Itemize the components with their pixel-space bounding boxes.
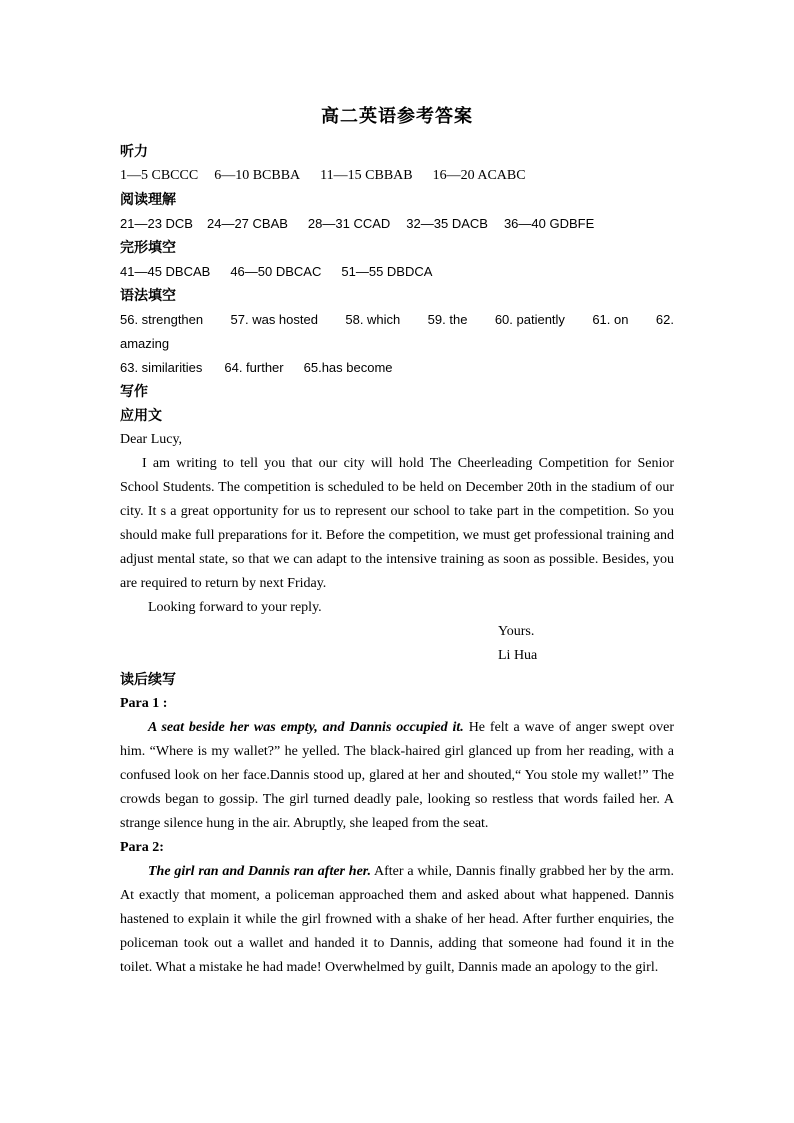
answer-group: 24—27 CBAB: [206, 216, 288, 231]
para1-opening: A seat beside her was empty, and Dannis occupied it.: [148, 720, 464, 735]
answer-group: 46—50 DBCAC: [230, 264, 322, 279]
reading-heading: 阅读理解: [120, 192, 176, 208]
grammar-answers-row1: [120, 308, 674, 332]
letter-sign-off: Yours.: [498, 624, 535, 639]
answer-group: 32—35 DACB: [406, 216, 488, 231]
answer-item: 63. similarities: [120, 360, 203, 375]
grammar-heading: 语法填空: [120, 288, 176, 304]
answer-item: 59. the: [427, 312, 468, 327]
listening-answers: [120, 164, 674, 188]
answer-item: 58. which: [345, 312, 401, 327]
letter-closing: Looking forward to your reply.: [148, 600, 322, 615]
answer-item: 57. was hosted: [230, 312, 318, 327]
para1-text: [120, 716, 674, 836]
para1-label: Para 1 :: [120, 696, 168, 711]
para2-text: [120, 860, 674, 980]
para1-body: He felt a wave of anger swept over him. “Where is my wallet?” he yelled. The black-haired girl glanced up from her reading, with a confused look on her face.Dannis stood up, glared at her and shouted,“ You stole my wallet!” The crowds began to gossip. The girl turned deadly pale, looking so restless that words failed her. A strange silence hung in the air. Abruptly, she leaped from the seat.: [120, 720, 674, 831]
answer-item: 64. further: [224, 360, 284, 375]
answer-group: 1—5 CBCCC: [120, 168, 199, 183]
grammar-answer-wrap: amazing: [120, 336, 170, 351]
para2-opening: The girl ran and Dannis ran after her.: [148, 864, 371, 879]
page-title: 高二英语参考答案: [321, 106, 473, 127]
answer-item: 65.has become: [303, 360, 393, 375]
answer-item: 56. strengthen: [120, 312, 204, 327]
cloze-answers: [120, 260, 674, 284]
answer-document: [120, 104, 674, 980]
para2-body: After a while, Dannis finally grabbed her by the arm. At exactly that moment, a policeman approached them and asked about what happened. Dannis hastened to explain it while the girl frowned with a shake of her head. After further enquiries, the policeman took out a wallet and handed it to Dannis, adding that someone had found it in the toilet. What a mistake he had made! Overwhelmed by guilt, Dannis made an apology to the girl.: [120, 864, 675, 975]
answer-item: 62.: [655, 312, 674, 327]
answer-group: 51—55 DBDCA: [341, 264, 433, 279]
writing-heading: 写作: [120, 384, 148, 400]
answer-group: 6—10 BCBBA: [214, 168, 301, 183]
para2-label: Para 2:: [120, 840, 164, 855]
letter-signature: Li Hua: [498, 648, 538, 663]
answer-group: 11—15 CBBAB: [320, 168, 413, 183]
letter-greeting: Dear Lucy,: [120, 432, 183, 447]
answer-item: 60. patiently: [494, 312, 565, 327]
reading-answers: [120, 212, 674, 236]
letter-body: I am writing to tell you that our city will hold The Cheerleading Competition for Senior School Students. The competition is scheduled to be held on December 20th in the stadium of our city. It s a great opportunity for us to represent our school to take part in the competition. So you should make full preparations for it. Before the competition, we must get professional training and adjust mental state, so that we can adapt to the intensive training as soon as possible. Besides, you are required to return by next Friday.: [120, 456, 674, 591]
answer-group: 16—20 ACABC: [432, 168, 526, 183]
answer-group: 41—45 DBCAB: [120, 264, 211, 279]
listening-heading: 听力: [120, 144, 148, 160]
answer-item: 61. on: [592, 312, 629, 327]
grammar-answers-row2: [120, 356, 674, 380]
answer-group: 28—31 CCAD: [307, 216, 391, 231]
applied-writing-heading: 应用文: [120, 408, 162, 424]
answer-group: 21—23 DCB: [120, 216, 193, 231]
answer-group: 36—40 GDBFE: [503, 216, 595, 231]
cloze-heading: 完形填空: [120, 240, 176, 256]
continuation-heading: 读后续写: [120, 672, 176, 688]
